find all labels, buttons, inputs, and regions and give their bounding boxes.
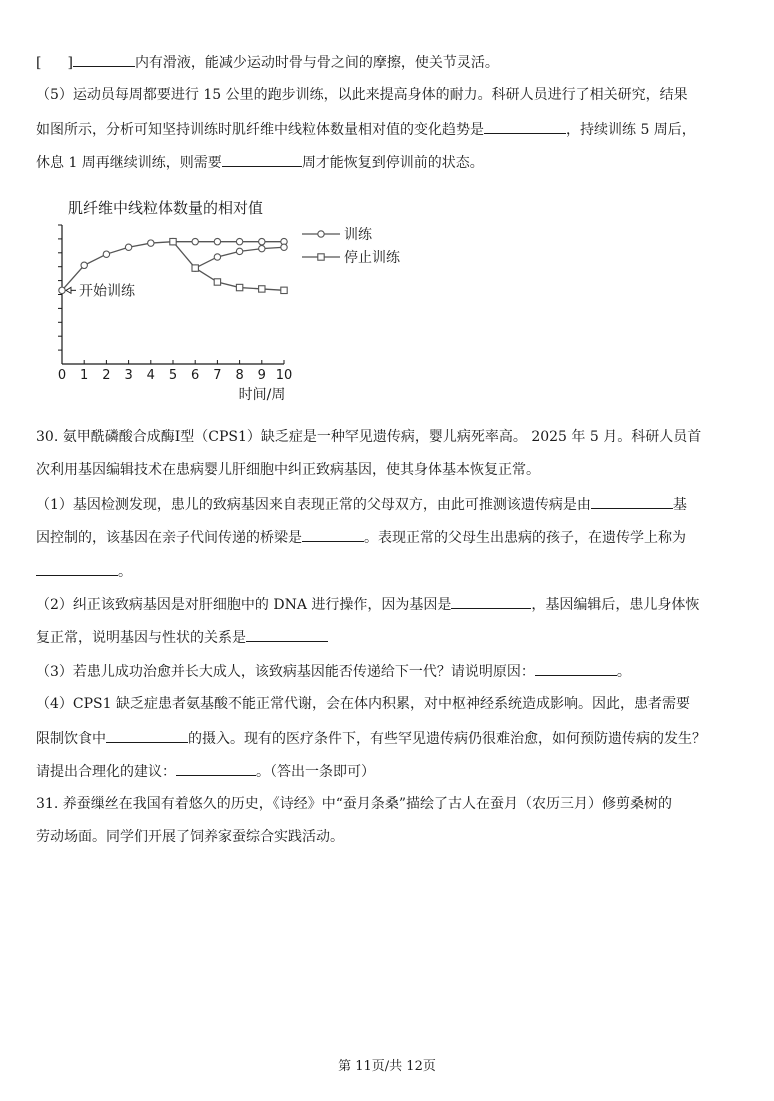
question-30-line-1: 30. 氨甲酰磷酸合成酶Ⅰ型（CPS1）缺乏症是一种罕见遗传病，婴儿病死率高。 2025 年 5 月。科研人员首	[36, 429, 702, 445]
text-segment: 周才能恢复到停训前的状态。	[301, 155, 484, 171]
text-segment: 。	[118, 564, 132, 580]
answer-blank[interactable]	[222, 152, 302, 167]
text-segment: 请提出合理化的建议：	[36, 764, 176, 780]
bracket-close: ]	[67, 55, 73, 71]
answer-blank[interactable]	[451, 594, 531, 609]
text-segment: 复正常，说明基因与性状的关系是	[36, 630, 246, 646]
chart-legend	[302, 227, 401, 266]
data-point-circle	[59, 287, 65, 293]
answer-blank[interactable]	[176, 761, 256, 776]
text-segment: 休息 1 周再继续训练，则需要	[36, 155, 222, 171]
text-segment: 。表现正常的父母生出患病的孩子，在遗传学上称为	[364, 530, 686, 546]
x-tick-label: 1	[80, 368, 89, 383]
legend-label: 训练	[344, 227, 372, 243]
x-tick-label: 6	[191, 368, 200, 383]
answer-blank[interactable]	[36, 561, 118, 576]
question-30-1-line-2	[36, 527, 742, 548]
question-31-line-2: 劳动场面。同学们开展了饲养家蚕综合实践活动。	[36, 829, 344, 845]
data-point-circle	[81, 262, 87, 268]
text-segment: （1）基因检测发现，患儿的致病基因来自表现正常的父母双方，由此可推测该遗传病是由	[36, 497, 591, 513]
text-segment: 内有滑液，能减少运动时骨与骨之间的摩擦，使关节灵活。	[134, 55, 499, 71]
data-point-circle	[214, 254, 220, 260]
answer-blank[interactable]	[535, 661, 617, 676]
text-segment: ，持续训练 5 周后，	[566, 122, 696, 138]
question-31-line-1: 31. 养蚕缫丝在我国有着悠久的历史，《诗经》中“蚕月条桑”描绘了古人在蚕月（农历三月）修剪桑树的	[36, 796, 673, 812]
question-30-4-line-2	[36, 728, 742, 749]
x-tick-label: 9	[257, 368, 266, 383]
answer-blank[interactable]	[302, 527, 364, 542]
question-30-4-line-3	[36, 761, 742, 782]
text-segment: （2）纠正该致病基因是对肝细胞中的 DNA 进行操作，因为基因是	[36, 597, 452, 613]
data-point-circle	[259, 238, 265, 244]
x-tick-label: 4	[146, 368, 155, 383]
data-point-square	[281, 287, 287, 293]
text-segment: 限制饮食中	[36, 731, 106, 747]
text-segment: 。	[616, 664, 631, 680]
mitochondria-line-chart	[40, 192, 420, 407]
data-point-circle	[192, 238, 198, 244]
x-tick-label: 0	[57, 368, 67, 383]
answer-blank-bracket[interactable]	[41, 53, 67, 67]
x-tick-label: 5	[168, 368, 178, 383]
question-30-1-line-3	[36, 561, 742, 582]
question-5-line-2	[36, 119, 742, 140]
text-segment: ，基因编辑后，患儿身体恢	[531, 597, 700, 613]
data-point-circle	[103, 251, 109, 257]
answer-blank[interactable]	[246, 627, 328, 642]
question-30-1-line-1	[36, 494, 742, 515]
answer-blank[interactable]	[484, 119, 566, 134]
text-segment: 。（答出一条即可）	[256, 764, 375, 780]
data-point-square	[170, 238, 176, 244]
answer-blank[interactable]	[106, 728, 188, 743]
question-5-line-1: （5）运动员每周都要进行 15 公里的跑步训练，以此来提高身体的耐力。科研人员进行了相关研究，结果	[36, 87, 688, 103]
data-point-circle	[236, 238, 242, 244]
data-point-square	[214, 279, 220, 285]
question-30-3-line	[36, 661, 742, 682]
data-point-circle	[259, 245, 265, 251]
page-footer: 第 11页/共 12页	[338, 1059, 436, 1074]
x-tick-label: 10	[275, 368, 293, 383]
data-point-circle	[281, 244, 287, 250]
x-tick-label: 8	[235, 368, 244, 383]
text-segment: 如图所示，分析可知坚持训练时肌纤维中线粒体数量相对值的变化趋势是	[36, 122, 484, 138]
x-axis-label: 时间/周	[238, 387, 286, 403]
legend-marker-square	[318, 254, 324, 260]
data-point-circle	[125, 244, 131, 250]
chart-annotation	[66, 283, 136, 299]
answer-blank[interactable]	[73, 52, 135, 67]
data-point-square	[236, 284, 242, 290]
x-tick-label: 7	[213, 368, 222, 383]
series-line	[173, 242, 284, 291]
question-5-line-3	[36, 152, 742, 173]
data-point-circle	[214, 238, 220, 244]
x-tick-label: 2	[102, 368, 111, 383]
x-tick-label: 3	[124, 368, 133, 383]
bracket-open: [	[36, 55, 42, 71]
question-30-2-line-1	[36, 594, 742, 615]
data-point-square	[192, 265, 198, 271]
text-line-joint	[36, 52, 742, 73]
question-30-line-2: 次利用基因编辑技术在患病婴儿肝细胞中纠正致病基因，使其身体基本恢复正常。	[36, 462, 540, 478]
data-point-circle	[148, 240, 154, 246]
annotation-label: 开始训练	[79, 283, 135, 300]
answer-blank[interactable]	[591, 494, 673, 509]
text-segment: 的摄入。现有的医疗条件下，有些罕见遗传病仍很难治愈，如何预防遗传病的发生？	[188, 731, 706, 747]
text-segment: 因控制的，该基因在亲子代间传递的桥梁是	[36, 530, 302, 546]
question-30-4-line-1: （4）CPS1 缺乏症患者氨基酸不能正常代谢，会在体内积累，对中枢神经系统造成影响。因此，患者需要	[36, 696, 690, 712]
annotation-arrow-head	[66, 287, 71, 293]
chart-title: 肌纤维中线粒体数量的相对值	[68, 199, 264, 217]
text-segment: （3）若患儿成功治愈并长大成人，该致病基因能否传递给下一代？请说明原因：	[36, 664, 535, 680]
question-30-2-line-2	[36, 627, 742, 648]
text-segment: 基	[672, 497, 687, 513]
data-point-square	[259, 286, 265, 292]
legend-marker-circle	[318, 231, 324, 237]
legend-label: 停止训练	[344, 250, 400, 266]
data-point-circle	[236, 248, 242, 254]
